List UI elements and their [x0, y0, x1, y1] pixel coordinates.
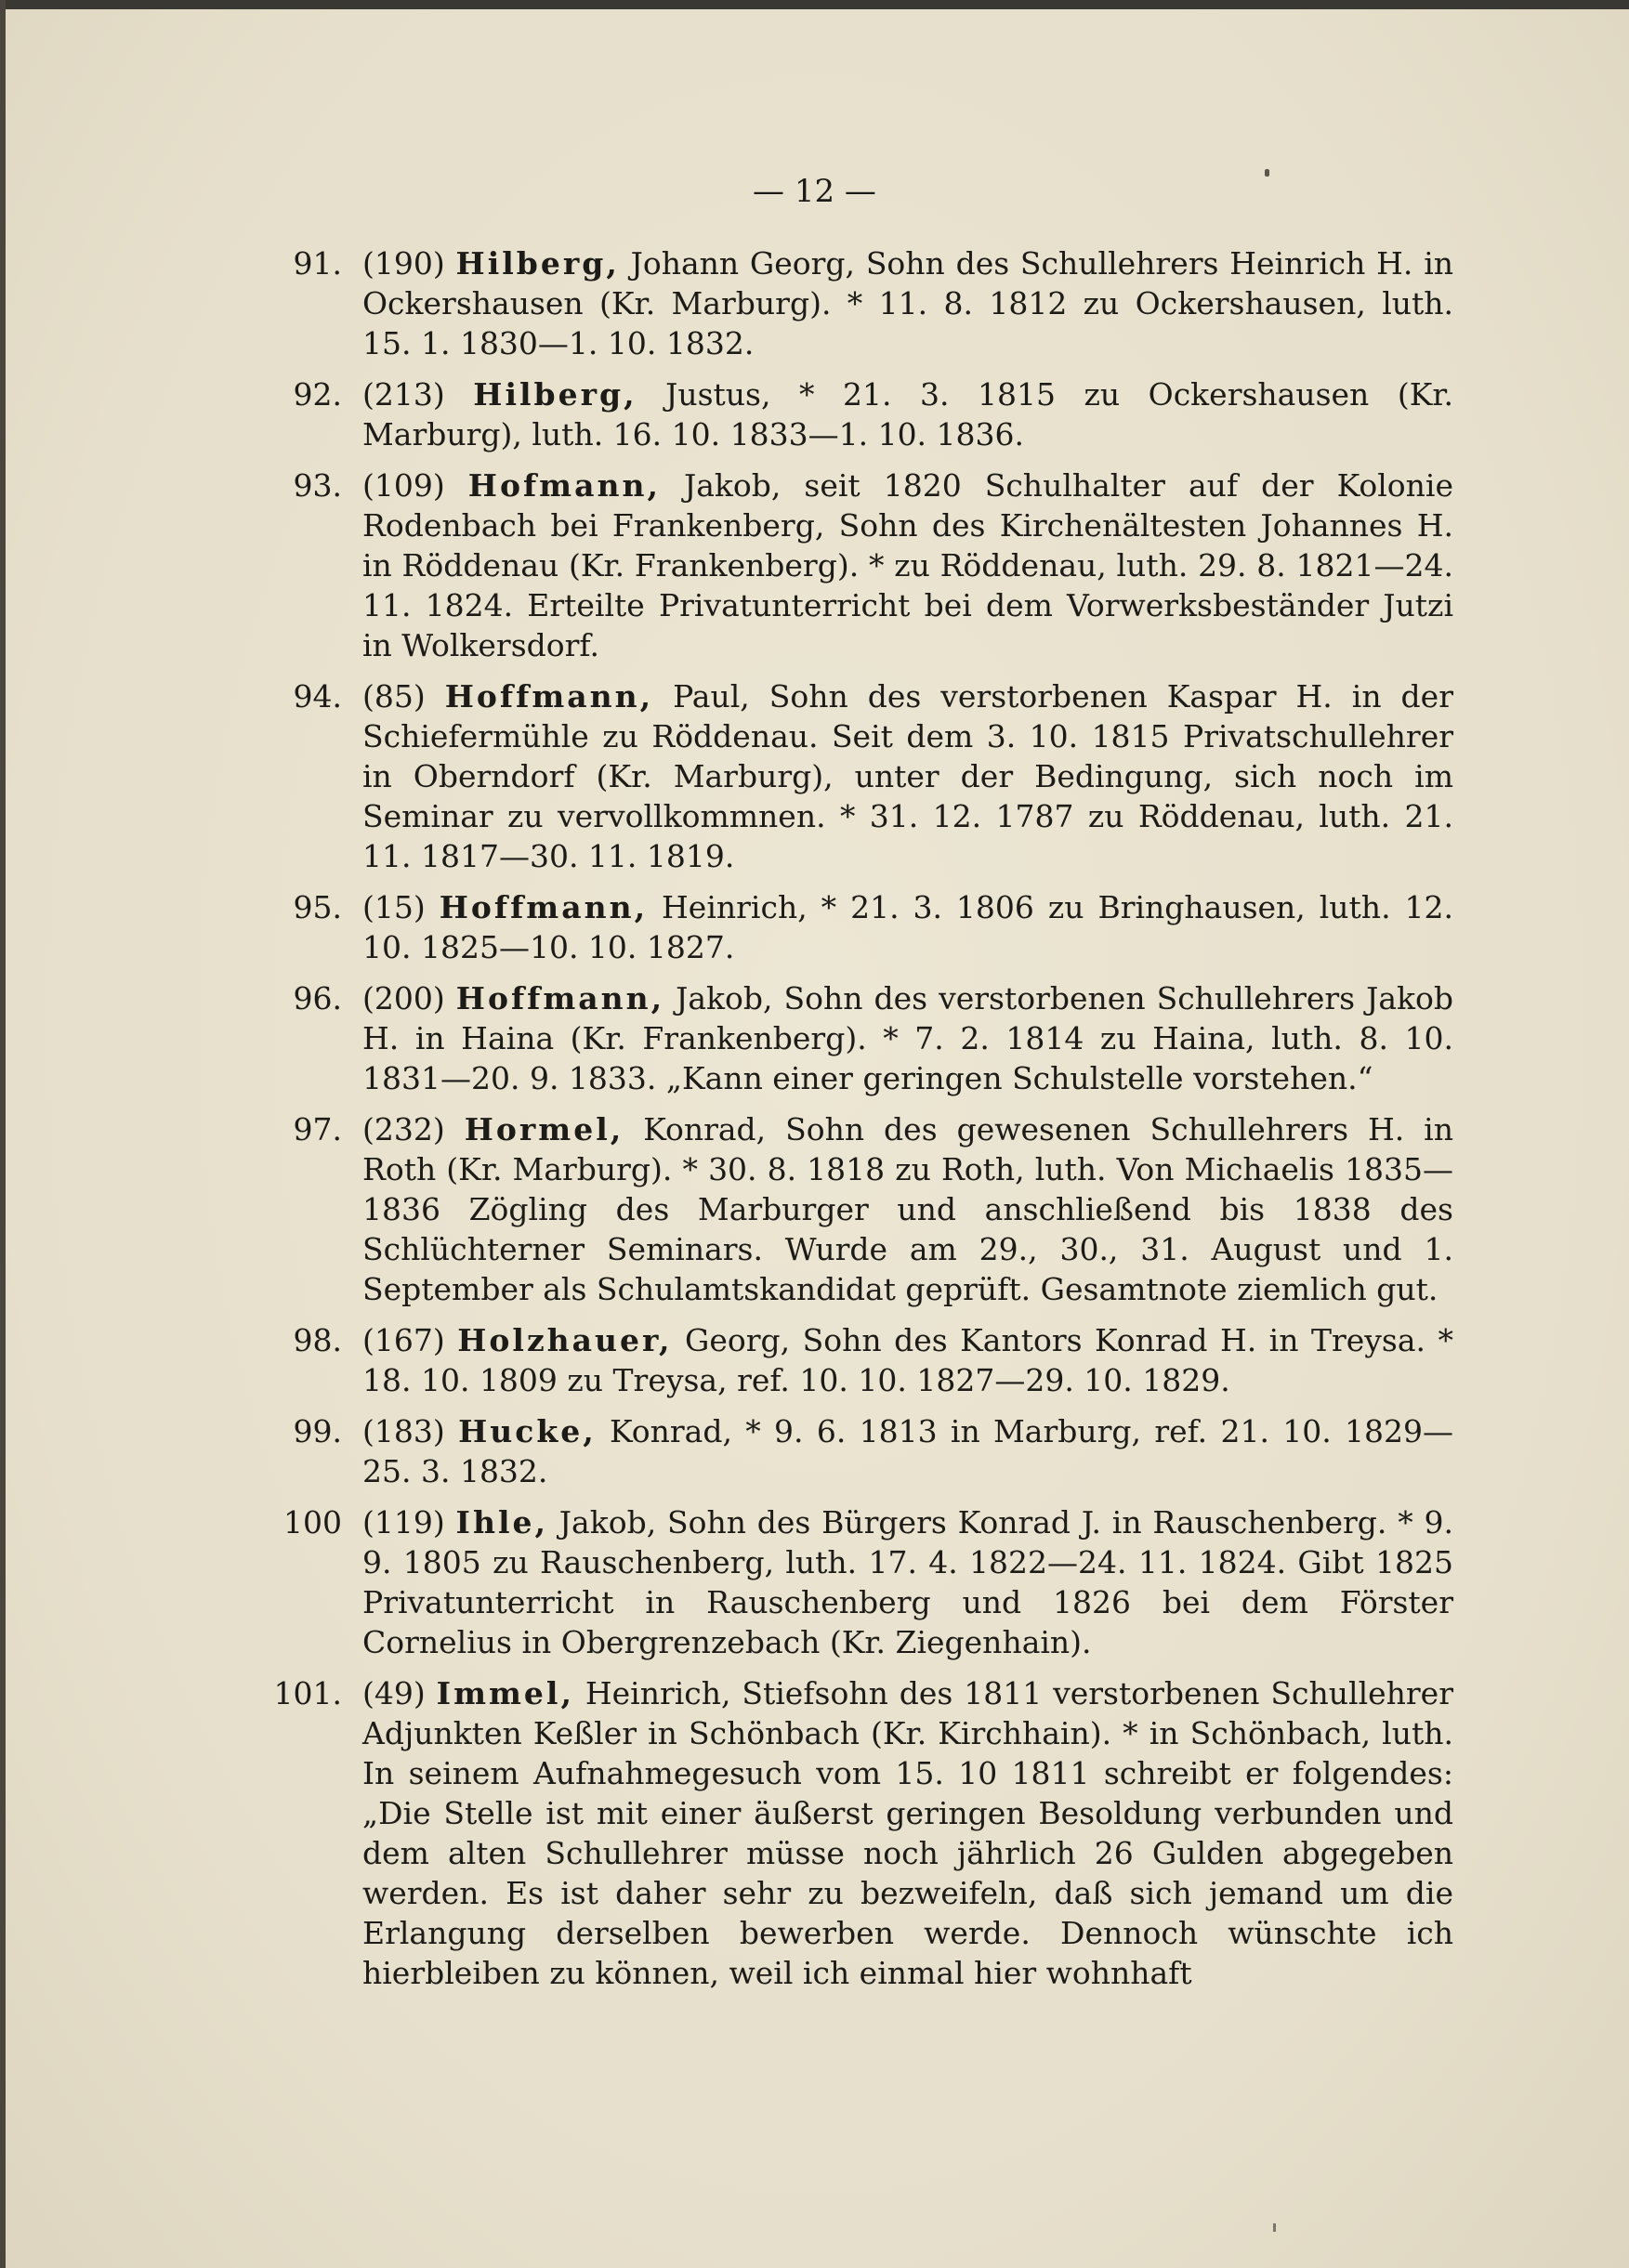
- entry-number: 99.: [293, 1413, 342, 1449]
- list-item: [253, 243, 1453, 363]
- entry-number: 98.: [293, 1322, 342, 1358]
- entry-ref: (190): [362, 245, 445, 282]
- entry-ref: (15): [362, 889, 426, 925]
- entry-number: 93.: [293, 467, 342, 504]
- entry-name: Ihle,: [455, 1504, 548, 1540]
- list-item: [253, 1411, 1453, 1491]
- entry-name: Hilberg,: [473, 376, 637, 413]
- scan-edge-left: [0, 0, 6, 2268]
- entry-name: Hucke,: [458, 1413, 597, 1449]
- list-item: [253, 1502, 1453, 1662]
- entry-number: 94.: [293, 678, 342, 714]
- entry-text: Heinrich, * 21. 3. 1806 zu Bringhausen, luth. 12. 10. 1825—10. 10. 1827.: [362, 889, 1453, 965]
- entry-text: Jakob, Sohn des Bürgers Konrad J. in Rauschenberg. * 9. 9. 1805 zu Rauschenberg, luth. 17. 4. 1822—24. 11. 1824. Gibt 1825 Privatunterricht in Rauschenberg und 1826 bei dem Förster Cornelius in Obergrenzebach (Kr. Ziegenhain).: [362, 1504, 1453, 1660]
- entry-ref: (49): [362, 1675, 426, 1711]
- entry-number: 96.: [293, 980, 342, 1016]
- entry-text: Heinrich, Stiefsohn des 1811 verstorbenen Schullehrer Adjunkten Keßler in Schönbach (Kr. Kirchhain). * in Schönbach, luth. In seinem Aufnahmegesuch vom 15. 10 1811 schreibt er folgendes: „Die Stelle ist mit einer äußerst geringen Besoldung verbunden und dem alten Schullehrer müsse noch jährlich 26 Gulden abgegeben werden. Es ist daher sehr zu bezweifeln, daß sich jemand um die Erlangung derselben bewerben werde. Dennoch wünschte ich hierbleiben zu können, weil ich einmal hier wohnhaft: [362, 1675, 1453, 1991]
- entry-ref: (213): [362, 376, 445, 413]
- list-item: [253, 465, 1453, 665]
- entry-text: Johann Georg, Sohn des Schullehrers Heinrich H. in Ockershausen (Kr. Marburg). * 11. 8. 1812 zu Ockershausen, luth. 15. 1. 1830—1. 10. 1832.: [362, 245, 1453, 361]
- entry-name: Hoffmann,: [439, 889, 649, 925]
- entry-ref: (183): [362, 1413, 445, 1449]
- entry-number: 92.: [293, 376, 342, 413]
- entry-name: Immel,: [436, 1675, 574, 1711]
- entry-ref: (85): [362, 678, 426, 714]
- entry-name: Holzhauer,: [457, 1322, 673, 1358]
- entry-number: 91.: [293, 245, 342, 282]
- list-item: [253, 978, 1453, 1098]
- page-number: — 12 —: [753, 173, 876, 210]
- ink-speck: [1273, 2223, 1276, 2232]
- list-item: [253, 887, 1453, 967]
- entry-text: Jakob, seit 1820 Schulhalter auf der Kolonie Rodenbach bei Frankenberg, Sohn des Kirchenältesten Johannes H. in Röddenau (Kr. Frankenberg). * zu Röddenau, luth. 29. 8. 1821—24. 11. 1824. Erteilte Privatunterricht bei dem Vorwerksbeständer Jutzi in Wolkersdorf.: [362, 467, 1453, 663]
- entry-name: Hoffmann,: [455, 980, 665, 1016]
- list-item: [253, 374, 1453, 454]
- entry-ref: (109): [362, 467, 445, 504]
- list-item: [253, 676, 1453, 876]
- entry-text: Georg, Sohn des Kantors Konrad H. in Treysa. * 18. 10. 1809 zu Treysa, ref. 10. 10. 1827—29. 10. 1829.: [362, 1322, 1453, 1398]
- scan-edge-top: [0, 0, 1629, 9]
- entry-text: Paul, Sohn des verstorbenen Kaspar H. in der Schiefermühle zu Röddenau. Seit dem 3. 10. 1815 Privatschullehrer in Oberndorf (Kr. Marburg), unter der Bedingung, sich noch im Seminar zu vervollkommnen. * 31. 12. 1787 zu Röddenau, luth. 21. 11. 1817—30. 11. 1819.: [362, 678, 1453, 874]
- entry-text: Justus, * 21. 3. 1815 zu Ockershausen (Kr. Marburg), luth. 16. 10. 1833—1. 10. 1836.: [362, 376, 1453, 452]
- entry-name: Hoffmann,: [444, 678, 654, 714]
- entry-name: Hormel,: [464, 1111, 624, 1147]
- list-item: [253, 1673, 1453, 1993]
- entry-name: Hilberg,: [455, 245, 620, 282]
- entry-ref: (167): [362, 1322, 445, 1358]
- entry-number: 100: [283, 1504, 342, 1540]
- entry-ref: (200): [362, 980, 445, 1016]
- entry-number: 95.: [293, 889, 342, 925]
- entry-list: [253, 243, 1453, 2004]
- entry-ref: (119): [362, 1504, 445, 1540]
- entry-text: Jakob, Sohn des verstorbenen Schullehrers Jakob H. in Haina (Kr. Frankenberg). * 7. 2. 1814 zu Haina, luth. 8. 10. 1831—20. 9. 1833. „Kann einer geringen Schulstelle vorstehen.“: [362, 980, 1453, 1096]
- entry-number: 97.: [293, 1111, 342, 1147]
- entry-number: 101.: [273, 1675, 342, 1711]
- list-item: [253, 1109, 1453, 1309]
- entry-text: Konrad, * 9. 6. 1813 in Marburg, ref. 21. 10. 1829—25. 3. 1832.: [362, 1413, 1453, 1489]
- entry-text: Konrad, Sohn des gewesenen Schullehrers H. in Roth (Kr. Marburg). * 30. 8. 1818 zu Roth, luth. Von Michaelis 1835—1836 Zögling des Marburger und anschließend bis 1838 des Schlüchterner Seminars. Wurde am 29., 30., 31. August und 1. September als Schulamtskandidat geprüft. Gesamtnote ziemlich gut.: [362, 1111, 1453, 1307]
- entry-name: Hofmann,: [467, 467, 661, 504]
- list-item: [253, 1320, 1453, 1400]
- entry-ref: (232): [362, 1111, 445, 1147]
